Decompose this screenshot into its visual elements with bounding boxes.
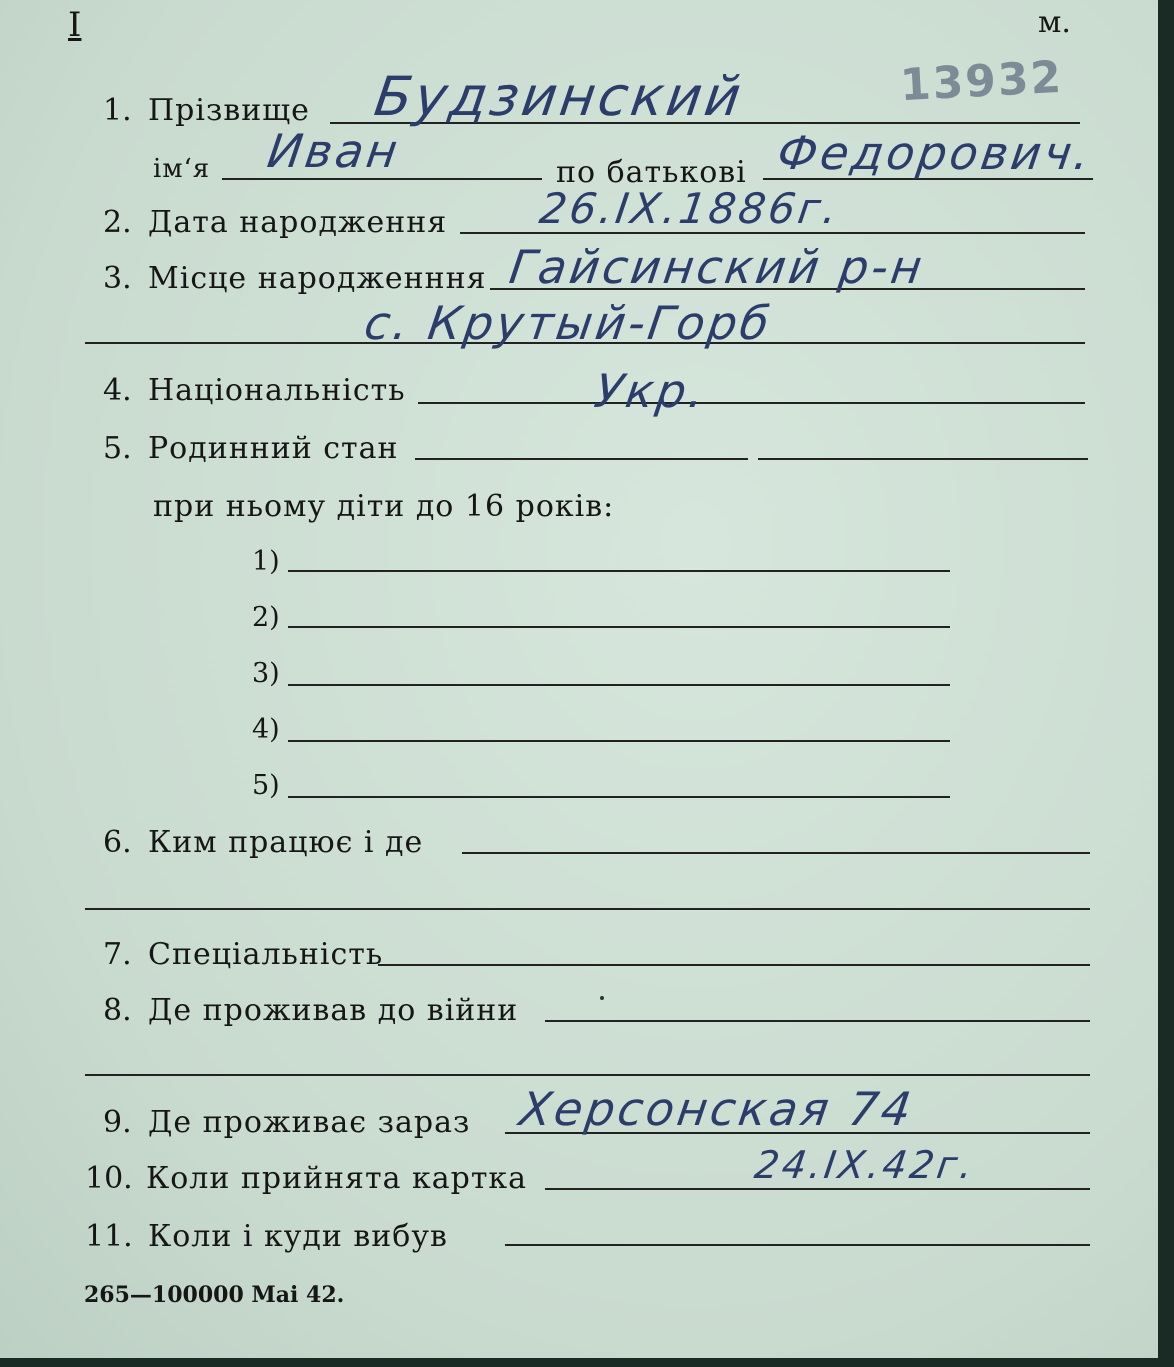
card-accepted-label: Коли прийнята картка <box>146 1161 528 1196</box>
marital-status-line-2 <box>758 458 1088 460</box>
ink-dot <box>600 996 604 1000</box>
patronymic-handwritten: Федорович. <box>774 126 1096 180</box>
first-name-line <box>222 178 542 180</box>
child-item-number: 3) <box>252 658 280 689</box>
child-line <box>288 740 950 742</box>
child-item-number: 2) <box>252 602 280 633</box>
children-label: при ньому діти до 16 років: <box>153 489 615 524</box>
child-item-number: 4) <box>252 714 280 745</box>
birth-date-handwritten: 26.IX.1886г. <box>536 184 844 233</box>
child-item-number: 5) <box>252 770 280 801</box>
field-number: 7. <box>103 937 132 972</box>
archive-number-stamp: 13932 <box>898 51 1065 112</box>
birth-date-label: Дата народження <box>148 205 448 240</box>
field-number: 10. <box>85 1161 133 1196</box>
child-line <box>288 570 950 572</box>
work-line-2 <box>85 908 1090 910</box>
surname-label: Прізвище <box>148 93 310 128</box>
field-number: 2. <box>103 205 132 240</box>
child-line <box>288 796 950 798</box>
card-accepted-line <box>545 1188 1090 1190</box>
birthplace-handwritten-1: Гайсинский р-н <box>506 240 929 294</box>
field-number: 5. <box>103 431 132 466</box>
prewar-residence-line-2 <box>85 1074 1090 1076</box>
child-item-number: 1) <box>252 546 280 577</box>
child-line <box>288 684 950 686</box>
work-line-1 <box>462 852 1090 854</box>
field-number: 8. <box>103 993 132 1028</box>
nationality-line <box>418 402 1085 404</box>
birthplace-handwritten-2: с. Крутый-Горб <box>361 296 776 350</box>
nationality-label: Національність <box>148 373 406 408</box>
card-accepted-handwritten: 24.IX.42г. <box>751 1143 979 1187</box>
specialty-label: Спеціальність <box>148 937 384 972</box>
corner-mark: м. <box>1038 5 1071 40</box>
field-number: 9. <box>103 1105 132 1140</box>
work-label: Ким працює і де <box>148 825 424 860</box>
field-number: 6. <box>103 825 132 860</box>
print-run-info: 265—100000 Mai 42. <box>84 1282 345 1308</box>
marital-status-line-1 <box>415 458 748 460</box>
roman-numeral-mark: I <box>68 5 82 45</box>
patronymic-label: по батькові <box>556 155 747 190</box>
field-number: 11. <box>85 1219 133 1254</box>
marital-status-label: Родинний стан <box>148 431 399 466</box>
birthplace-label: Місце народженння <box>148 261 487 296</box>
field-number: 1. <box>103 93 132 128</box>
first-name-handwritten: Иван <box>264 124 404 178</box>
surname-handwritten: Будзинский <box>370 65 748 128</box>
child-line <box>288 626 950 628</box>
nationality-handwritten: Укр. <box>591 364 711 418</box>
departure-label: Коли і куди вибув <box>148 1219 448 1254</box>
departure-line <box>505 1244 1090 1246</box>
field-number: 3. <box>103 261 132 296</box>
current-residence-handwritten: Херсонская 74 <box>516 1082 918 1136</box>
field-number: 4. <box>103 373 132 408</box>
current-residence-label: Де проживає зараз <box>148 1105 471 1140</box>
prewar-residence-line-1 <box>545 1020 1090 1022</box>
first-name-label: ім‘я <box>153 154 211 184</box>
prewar-residence-label: Де проживав до війни <box>148 993 519 1028</box>
specialty-line <box>378 964 1090 966</box>
